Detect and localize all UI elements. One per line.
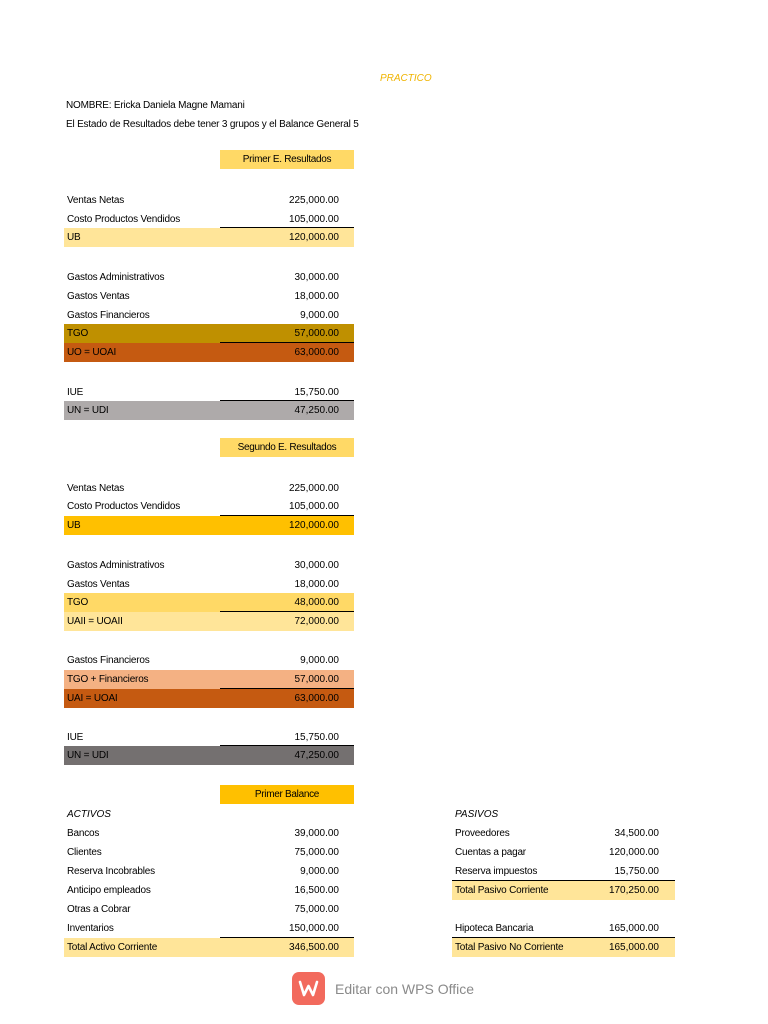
row-label: Gastos Administrativos <box>67 560 165 571</box>
row-label: IUE <box>67 732 84 743</box>
table-row-un <box>64 401 354 420</box>
row-label: Total Activo Corriente <box>67 942 158 953</box>
row-label: UN = UDI <box>67 750 109 761</box>
row-label: Clientes <box>67 847 102 858</box>
row-value: 170,250.00 <box>608 885 659 896</box>
row-value: 165,000.00 <box>608 923 659 934</box>
row-value: 16,500.00 <box>294 885 339 896</box>
row-label: UB <box>67 520 81 531</box>
row-label: UAII = UOAII <box>67 616 123 627</box>
row-value: 105,000.00 <box>288 501 339 512</box>
pasivos-heading: PASIVOS <box>455 809 499 820</box>
table-row-total-pasivo-corriente <box>452 881 675 900</box>
table-row <box>64 497 354 516</box>
table-row <box>64 824 354 843</box>
row-value: 120,000.00 <box>288 520 339 531</box>
row-value: 63,000.00 <box>294 347 339 358</box>
table-row <box>64 651 354 670</box>
student-name: NOMBRE: Ericka Daniela Magne Mamani <box>66 100 245 111</box>
row-label: Cuentas a pagar <box>455 847 526 858</box>
row-label: Bancos <box>67 828 100 839</box>
row-value: 18,000.00 <box>294 579 339 590</box>
instruction-text: El Estado de Resultados debe tener 3 grupos y el Balance General 5 <box>66 119 359 130</box>
row-value: 15,750.00 <box>294 387 339 398</box>
table-row <box>452 862 675 881</box>
row-label: Total Pasivo Corriente <box>455 885 549 896</box>
row-value: 48,000.00 <box>294 597 339 608</box>
row-label: Anticipo empleados <box>67 885 151 896</box>
table-row <box>452 843 675 862</box>
primer-balance-title: Primer Balance <box>220 785 354 804</box>
table-row-tgo <box>64 324 354 343</box>
table-row-total-pasivo-no-corriente <box>452 938 675 957</box>
row-value: 346,500.00 <box>288 942 339 953</box>
table-row-total-activo <box>64 938 354 957</box>
row-label: Total Pasivo No Corriente <box>455 942 564 953</box>
row-label: Gastos Financieros <box>67 655 150 666</box>
row-label: Gastos Ventas <box>67 291 130 302</box>
row-label: IUE <box>67 387 84 398</box>
table-row <box>64 479 354 498</box>
row-value: 47,250.00 <box>294 750 339 761</box>
table-row-uo <box>64 343 354 362</box>
row-label: Proveedores <box>455 828 510 839</box>
row-label: Ventas Netas <box>67 195 125 206</box>
row-value: 105,000.00 <box>288 214 339 225</box>
table-row <box>64 268 354 287</box>
row-label: Costo Productos Vendidos <box>67 214 181 225</box>
table-row <box>452 824 675 843</box>
table-row <box>64 191 354 210</box>
wps-logo-icon <box>292 972 325 1005</box>
row-value: 15,750.00 <box>294 732 339 743</box>
row-value: 9,000.00 <box>300 655 339 666</box>
row-label: Hipoteca Bancaria <box>455 923 534 934</box>
segundo-resultados-title: Segundo E. Resultados <box>220 438 354 457</box>
primer-resultados-title: Primer E. Resultados <box>220 150 354 169</box>
row-value: 57,000.00 <box>294 328 339 339</box>
row-label: Gastos Financieros <box>67 310 150 321</box>
row-value: 225,000.00 <box>288 195 339 206</box>
document-title: PRACTICO <box>380 73 432 84</box>
table-row <box>64 575 354 594</box>
row-value: 30,000.00 <box>294 560 339 571</box>
row-label: Reserva Incobrables <box>67 866 155 877</box>
row-label: Gastos Administrativos <box>67 272 165 283</box>
row-label: Reserva impuestos <box>455 866 538 877</box>
row-value: 120,000.00 <box>608 847 659 858</box>
row-value: 57,000.00 <box>294 674 339 685</box>
row-label: Costo Productos Vendidos <box>67 501 181 512</box>
table-row-ub <box>64 228 354 247</box>
table-row <box>64 900 354 919</box>
table-row <box>64 919 354 938</box>
row-label: Otras a Cobrar <box>67 904 131 915</box>
table-row <box>452 919 675 938</box>
row-label: Inventarios <box>67 923 114 934</box>
row-value: 63,000.00 <box>294 693 339 704</box>
table-row <box>64 287 354 306</box>
row-label: Gastos Ventas <box>67 579 130 590</box>
row-label: UB <box>67 232 81 243</box>
row-value: 34,500.00 <box>614 828 659 839</box>
table-row <box>64 862 354 881</box>
row-label: Ventas Netas <box>67 483 125 494</box>
table-row <box>64 843 354 862</box>
row-value: 15,750.00 <box>614 866 659 877</box>
row-label: UN = UDI <box>67 405 109 416</box>
table-row <box>64 556 354 575</box>
row-value: 39,000.00 <box>294 828 339 839</box>
table-row-tgo-financieros <box>64 670 354 689</box>
row-value: 18,000.00 <box>294 291 339 302</box>
row-value: 75,000.00 <box>294 847 339 858</box>
table-row-ub <box>64 516 354 535</box>
row-label: TGO + Financieros <box>67 674 149 685</box>
row-value: 72,000.00 <box>294 616 339 627</box>
row-value: 9,000.00 <box>300 866 339 877</box>
row-label: UAI = UOAI <box>67 693 118 704</box>
row-value: 120,000.00 <box>288 232 339 243</box>
table-row <box>64 306 354 325</box>
activos-heading: ACTIVOS <box>67 809 111 820</box>
wps-edit-text: Editar con WPS Office <box>335 981 475 997</box>
row-value: 150,000.00 <box>288 923 339 934</box>
table-row-tgo <box>64 593 354 612</box>
row-label: TGO <box>67 328 89 339</box>
table-row-uaii <box>64 612 354 631</box>
row-value: 165,000.00 <box>608 942 659 953</box>
table-row-uai <box>64 689 354 708</box>
row-label: TGO <box>67 597 89 608</box>
row-value: 225,000.00 <box>288 483 339 494</box>
row-label: UO = UOAI <box>67 347 117 358</box>
row-value: 75,000.00 <box>294 904 339 915</box>
row-value: 30,000.00 <box>294 272 339 283</box>
row-value: 47,250.00 <box>294 405 339 416</box>
row-value: 9,000.00 <box>300 310 339 321</box>
table-row <box>64 881 354 900</box>
table-row-un <box>64 746 354 765</box>
